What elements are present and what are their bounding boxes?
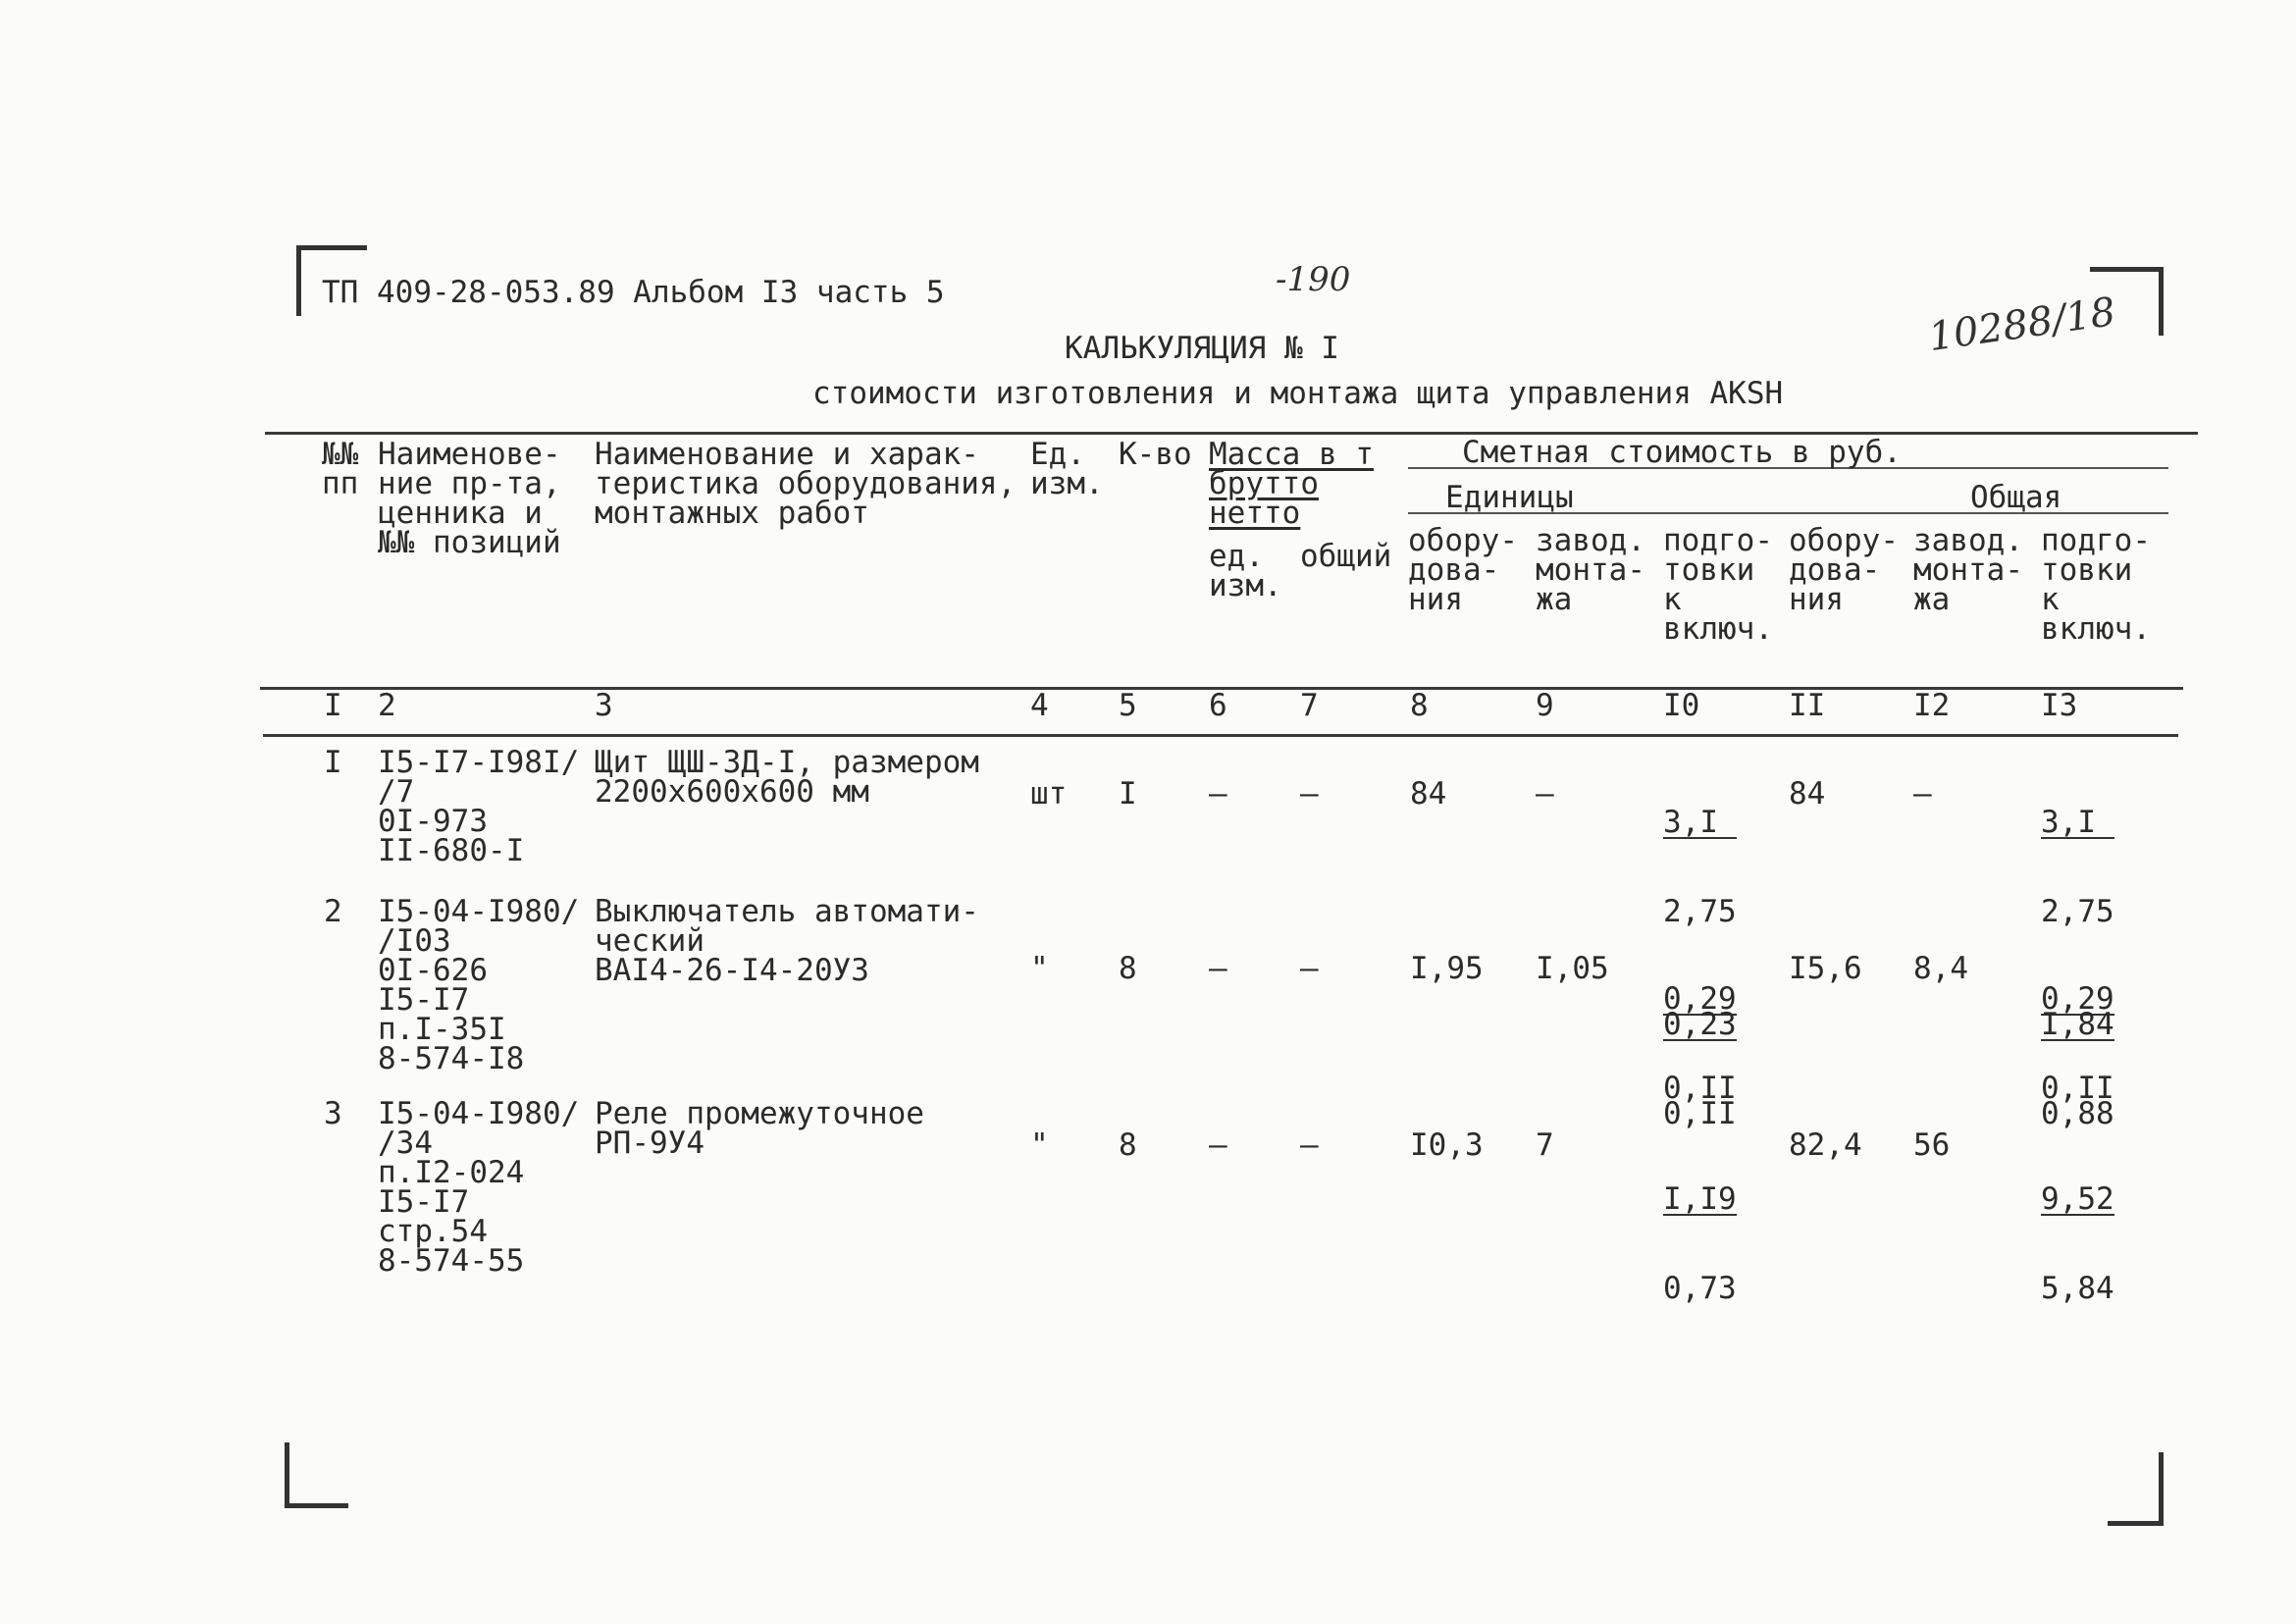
col-number: 5 xyxy=(1119,688,1137,723)
row-name-line: ВАI4-26-I4-20У3 xyxy=(595,953,869,988)
header-col-name xyxy=(595,437,1017,531)
header-col-mass-total: общий xyxy=(1300,539,1392,574)
row-code-line: 8-574-55 xyxy=(378,1243,525,1279)
row-code-line: I5-04-I980/ xyxy=(378,1096,580,1131)
row-preparation xyxy=(1663,1126,1737,1333)
header-mass-brutto: брутто xyxy=(1209,466,1319,501)
row-total-mounting: 56 xyxy=(1913,1127,1951,1163)
row-total-preparation-value: 0,88 xyxy=(2041,1096,2114,1131)
row-code-line: 0I-973 xyxy=(378,804,488,839)
header-col-equipment-line: дова- xyxy=(1408,552,1500,588)
header-col-equipment-line: ния xyxy=(1408,582,1463,617)
header-col-name-line: Наименование и харак- xyxy=(595,437,979,472)
header-col-code-line: ние пр-та, xyxy=(378,466,561,501)
header-col-unit-line: Ед. xyxy=(1030,437,1085,472)
row-code-line: /7 xyxy=(378,774,415,810)
row-name-line: Выключатель автомати- xyxy=(595,894,979,929)
header-col-preparation xyxy=(1663,523,1773,647)
row-unit: шт xyxy=(1030,776,1068,812)
row-code-line: /34 xyxy=(378,1126,433,1161)
row-total-preparation-value: 5,84 xyxy=(2041,1271,2114,1306)
row-code-line: /I03 xyxy=(378,923,451,959)
row-name xyxy=(595,745,979,810)
row-mass-unit: – xyxy=(1209,1127,1227,1163)
archive-number: 10288/18 xyxy=(1925,288,2118,361)
row-equipment: I,95 xyxy=(1410,951,1484,986)
row-preparation-value: 0,73 xyxy=(1663,1271,1737,1306)
header-col-name-line: монтажных работ xyxy=(595,496,869,531)
row-total-preparation-value: I,84 xyxy=(2041,1007,2114,1042)
document-reference: ТП 409-28-053.89 Альбом I3 часть 5 xyxy=(322,275,945,310)
row-name-line: ческий xyxy=(595,923,704,959)
table-top-rule xyxy=(265,432,2198,435)
col-number: 6 xyxy=(1209,688,1227,723)
row-quantity: 8 xyxy=(1119,951,1137,986)
row-total-preparation xyxy=(2041,1126,2114,1333)
row-mounting: I,05 xyxy=(1536,951,1609,986)
header-col-total-preparation-line: включ. xyxy=(2041,611,2151,647)
header-col-number-line: пп xyxy=(322,466,359,501)
row-code-line: I5-04-I980/ xyxy=(378,894,580,929)
header-col-total-preparation-line: к xyxy=(2041,582,2060,617)
row-name-line: Реле промежуточное xyxy=(595,1096,924,1131)
row-total-preparation-value: 2,75 xyxy=(2041,894,2114,929)
row-preparation-value: 0,II xyxy=(1663,1071,1737,1106)
header-col-equipment-line: обору- xyxy=(1408,523,1518,558)
header-col-total-equipment-line: ния xyxy=(1789,582,1844,617)
row-equipment: 84 xyxy=(1410,776,1447,812)
row-preparation-value: I,I9 xyxy=(1663,1181,1737,1217)
header-col-code-line: №№ позиций xyxy=(378,525,561,560)
row-quantity: 8 xyxy=(1119,1127,1137,1163)
corner-mark-bottom-left xyxy=(285,1442,289,1506)
header-col-total-mounting xyxy=(1913,523,2023,617)
header-cost-title: Сметная стоимость в руб. xyxy=(1462,435,1902,470)
header-col-code-line: Наименове- xyxy=(378,437,561,472)
row-preparation-value: 0,II xyxy=(1663,1096,1737,1131)
col-number: I0 xyxy=(1663,688,1700,723)
header-mass-title: Масса в т xyxy=(1209,437,1374,472)
header-col-total-equipment-line: дова- xyxy=(1789,552,1881,588)
header-col-code xyxy=(378,437,561,560)
row-quantity: I xyxy=(1119,776,1137,812)
header-col-number-line: №№ xyxy=(322,437,359,472)
row-mass-total: – xyxy=(1300,951,1319,986)
col-number: 8 xyxy=(1410,688,1429,723)
row-code-line: 0I-626 xyxy=(378,953,488,988)
row-total-preparation-value: 3,I xyxy=(2041,809,2114,839)
header-col-mounting-line: монта- xyxy=(1536,552,1645,588)
col-number: I3 xyxy=(2041,688,2078,723)
row-mass-unit: – xyxy=(1209,951,1227,986)
header-unit-group: Единицы xyxy=(1445,480,1574,515)
row-preparation-value: 0,23 xyxy=(1663,1007,1737,1042)
column-numbers-rule xyxy=(263,734,2178,737)
col-number: I2 xyxy=(1913,688,1951,723)
header-mass-netto: нетто xyxy=(1209,496,1301,531)
row-total-preparation-value: 0,29 xyxy=(2041,981,2114,1017)
header-col-mass-unit-line: изм. xyxy=(1209,568,1282,603)
header-col-mounting-line: жа xyxy=(1536,582,1573,617)
header-col-number xyxy=(322,437,359,501)
row-code-line: I5-I7-I98I/ xyxy=(378,745,580,780)
row-code-line: 8-574-I8 xyxy=(378,1041,525,1076)
row-name xyxy=(595,894,979,988)
col-number: 7 xyxy=(1300,688,1319,723)
row-code-line: I5-I7 xyxy=(378,1184,470,1220)
corner-mark-bottom-right-bar xyxy=(2108,1521,2164,1526)
header-col-quantity: К-во xyxy=(1119,437,1192,472)
header-col-total-mounting-line: завод. xyxy=(1913,523,2023,558)
row-unit: " xyxy=(1030,1127,1049,1163)
row-total-equipment: 82,4 xyxy=(1789,1127,1862,1163)
row-total-equipment: 84 xyxy=(1789,776,1826,812)
row-code xyxy=(378,894,580,1076)
header-col-preparation-line: включ. xyxy=(1663,611,1773,647)
col-number: 2 xyxy=(378,688,396,723)
row-mounting: 7 xyxy=(1536,1127,1554,1163)
header-col-total-preparation xyxy=(2041,523,2151,647)
row-name-line: 2200x600x600 мм xyxy=(595,774,869,810)
row-number: 3 xyxy=(324,1096,342,1131)
row-name xyxy=(595,1096,924,1161)
row-name-line: Щит ЩШ-3Д-I, размером xyxy=(595,745,979,780)
corner-mark-bottom-right xyxy=(2159,1452,2164,1526)
header-total-group: Общая xyxy=(1970,480,2062,515)
row-unit: " xyxy=(1030,951,1049,986)
row-equipment: I0,3 xyxy=(1410,1127,1484,1163)
row-number: 2 xyxy=(324,894,342,929)
header-col-equipment xyxy=(1408,523,1518,617)
header-col-mounting xyxy=(1536,523,1645,617)
corner-mark-top-left-bar xyxy=(296,245,367,250)
row-preparation-value: 0,29 xyxy=(1663,981,1737,1017)
header-col-total-preparation-line: подго- xyxy=(2041,523,2151,558)
row-total-mounting: 8,4 xyxy=(1913,951,1968,986)
row-code-line: стр.54 xyxy=(378,1214,488,1249)
document-subtitle: стоимости изготовления и монтажа щита управления AKSH xyxy=(812,376,1784,411)
row-total-preparation-value: 0,II xyxy=(2041,1071,2114,1106)
row-mass-total: – xyxy=(1300,1127,1319,1163)
header-col-code-line: ценника и xyxy=(378,496,543,531)
header-col-mounting-line: завод. xyxy=(1536,523,1645,558)
header-col-total-mounting-line: жа xyxy=(1913,582,1951,617)
row-code-line: II-680-I xyxy=(378,833,525,868)
header-col-mass-unit xyxy=(1209,539,1282,603)
corner-mark-bottom-left-bar xyxy=(285,1503,348,1508)
col-number: 3 xyxy=(595,688,613,723)
row-code-line: I5-I7 xyxy=(378,982,470,1018)
row-code xyxy=(378,745,580,868)
row-total-mounting: – xyxy=(1913,776,1932,812)
header-col-preparation-line: товки xyxy=(1663,552,1755,588)
row-mounting: – xyxy=(1536,776,1554,812)
col-number: 9 xyxy=(1536,688,1554,723)
header-col-unit xyxy=(1030,437,1104,501)
header-col-total-mounting-line: монта- xyxy=(1913,552,2023,588)
header-col-total-preparation-line: товки xyxy=(2041,552,2133,588)
header-col-mass-unit-line: ед. xyxy=(1209,539,1264,574)
row-preparation-value: 2,75 xyxy=(1663,894,1737,929)
header-col-name-line: теристика оборудования, xyxy=(595,466,1017,501)
col-number: II xyxy=(1789,688,1826,723)
row-code xyxy=(378,1096,580,1279)
row-number: I xyxy=(324,745,342,780)
row-name-line: РП-9У4 xyxy=(595,1126,704,1161)
row-mass-total: – xyxy=(1300,776,1319,812)
row-total-equipment: I5,6 xyxy=(1789,951,1862,986)
header-col-unit-line: изм. xyxy=(1030,466,1104,501)
corner-mark-top-right-bar xyxy=(2090,267,2164,272)
header-col-total-equipment xyxy=(1789,523,1899,617)
row-preparation-value: 3,I xyxy=(1663,809,1737,839)
page-number: -190 xyxy=(1276,260,1351,299)
row-code-line: п.I-35I xyxy=(378,1012,506,1047)
corner-mark-top-right xyxy=(2159,267,2164,336)
row-total-preparation-value: 9,52 xyxy=(2041,1181,2114,1217)
header-col-preparation-line: подго- xyxy=(1663,523,1773,558)
document-title: КАЛЬКУЛЯЦИЯ № I xyxy=(1065,331,1339,366)
row-mass-unit: – xyxy=(1209,776,1227,812)
header-col-preparation-line: к xyxy=(1663,582,1682,617)
header-col-total-equipment-line: обору- xyxy=(1789,523,1899,558)
row-code-line: п.I2-024 xyxy=(378,1155,525,1190)
col-number: 4 xyxy=(1030,688,1049,723)
col-number: I xyxy=(324,688,342,723)
corner-mark-top-left xyxy=(296,247,301,316)
